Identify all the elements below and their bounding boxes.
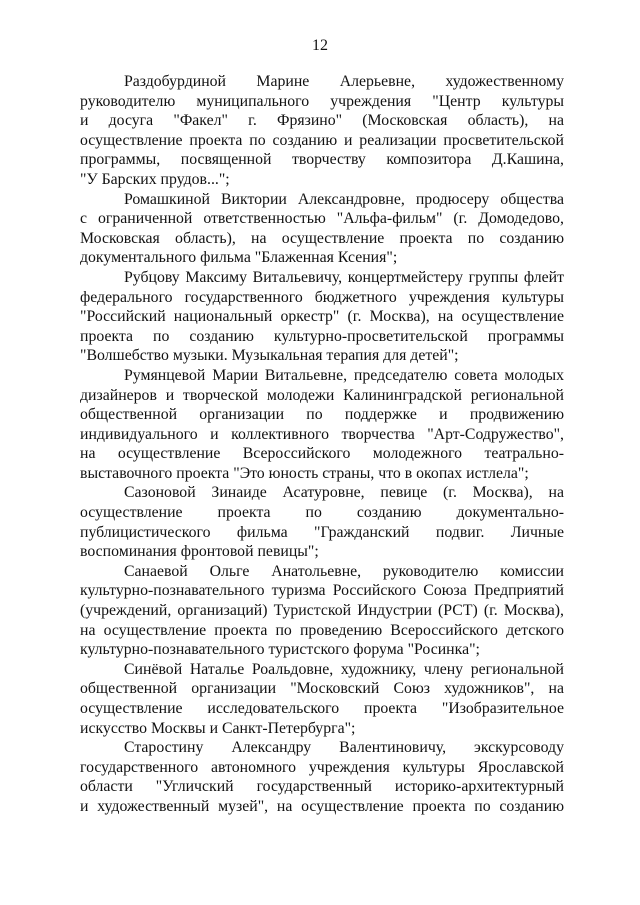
text-line: осуществление проекта по созданию и реализации просветительской [80,131,564,149]
text-line: документального фильма "Блаженная Ксения"; [80,249,398,267]
text-line: Старостину Александру Валентиновичу, экскурсоводу [124,739,564,757]
text-line: "Российский национальный оркестр" (г. Москва), на осуществление [80,308,564,326]
text-line: искусство Москвы и Санкт-Петербурга"; [80,719,356,737]
paragraph [80,72,564,190]
text-line: области "Угличский государственный историко-архитектурный [80,778,564,796]
text-line: проекта по созданию культурно-просветительской программы [80,327,564,345]
paragraph [80,190,564,268]
text-line: публицистического фильма "Гражданский подвиг. Личные [80,523,564,541]
paragraph [80,483,564,561]
text-line: программы, посвященной творчеству композитора Д.Кашина, [80,151,564,169]
text-line: Рубцову Максиму Витальевичу, концертмейстеру группы флейт [124,268,564,286]
text-line: воспоминания фронтовой певицы"; [80,543,319,561]
text-line: осуществление проекта по созданию документально- [80,504,564,522]
paragraph [80,268,564,366]
text-line: индивидуального и коллективного творчества "Арт-Содружество", [80,425,564,443]
text-line: Ромашкиной Виктории Александровне, продюсеру общества [124,190,564,208]
text-line: культурно-познавательного туризма Российского Союза Предприятий [80,582,564,600]
text-line: и художественный музей", на осуществление проекта по созданию [80,797,564,815]
text-line: общественной организации по поддержке и продвижению [80,406,564,424]
page-number: 12 [312,37,328,54]
text-line: на осуществление Всероссийского молодежного театрально- [80,445,564,463]
paragraph [80,562,564,660]
text-line: выставочного проекта "Это юность страны, что в окопах истлела"; [80,464,529,482]
text-line: Санаевой Ольге Анатольевне, руководителю комиссии [124,562,564,580]
document-body [80,72,564,817]
paragraph [80,738,564,816]
text-line: (учреждений, организаций) Туристской Индустрии (РСТ) (г. Москва), [80,602,564,620]
text-line: "Волшебство музыки. Музыкальная терапия для детей"; [80,347,459,365]
paragraph [80,660,564,738]
text-line: руководителю муниципального учреждения "Центр культуры [80,92,564,110]
text-line: с ограниченной ответственностью "Альфа-фильм" (г. Домодедово, [80,210,564,228]
text-line: Московская область), на осуществление проекта по созданию [80,229,564,247]
text-line: дизайнеров и творческой молодежи Калининградской региональной [80,386,564,404]
text-line: Синёвой Наталье Роальдовне, художнику, члену региональной [124,660,564,678]
text-line: Румянцевой Марии Витальевне, председателю совета молодых [124,366,564,384]
text-line: осуществление исследовательского проекта "Изобразительное [80,700,564,717]
text-line: на осуществление проекта по проведению Всероссийского детского [80,621,564,639]
text-line: Раздобурдиной Марине Алерьевне, художественному [124,73,564,90]
text-line: общественной организации "Московский Союз художников", на [80,680,564,698]
text-line: государственного автономного учреждения культуры Ярославской [80,758,564,776]
text-line: и досуга "Факел" г. Фрязино" (Московская область), на [80,112,564,130]
text-line: культурно-познавательного туристского форума "Росинка"; [80,641,480,659]
text-line: Сазоновой Зинаиде Асатуровне, певице (г. Москва), на [124,484,564,502]
text-line: "У Барских прудов..."; [80,170,230,188]
paragraph [80,366,564,484]
text-line: федерального государственного бюджетного учреждения культуры [80,288,564,306]
